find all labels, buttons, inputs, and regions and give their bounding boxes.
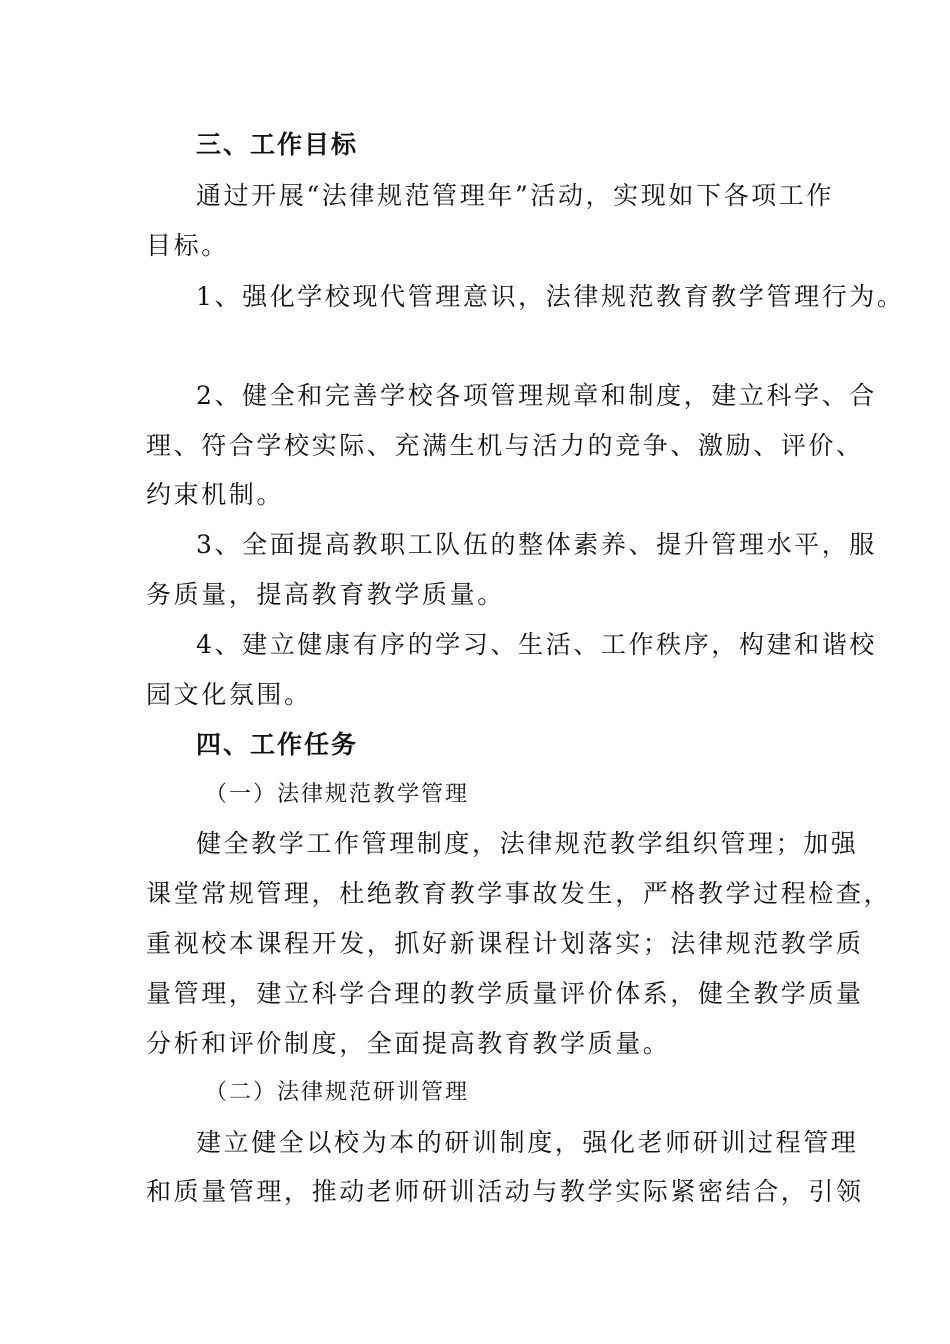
subsection-1-title: （一）法律规范教学管理 <box>205 782 470 807</box>
subsection-1-line-3: 重视校本课程开发，抓好新课程计划落实；法律规范教学质 <box>146 929 864 958</box>
subsection-2-title: （二）法律规范研训管理 <box>205 1080 470 1105</box>
section-3-heading: 三、工作目标 <box>196 130 359 159</box>
subsection-2-line-1: 建立健全以校为本的研训制度，强化老师研训过程管理 <box>196 1128 859 1157</box>
section-3-intro-line-2: 目标。 <box>146 231 229 260</box>
subsection-1-line-5: 分析和评价制度，全面提高教育教学质量。 <box>146 1029 671 1058</box>
goal-item-1: 1、强化学校现代管理意识，法律规范教育教学管理行为。 <box>196 282 905 311</box>
subsection-1-line-2: 课堂常规管理，杜绝教育教学事故发生，严格教学过程检查， <box>146 879 892 908</box>
goal-item-2-line-3: 约束机制。 <box>146 480 285 509</box>
goal-item-4-line-2: 园文化氛围。 <box>146 680 312 709</box>
section-4-heading: 四、工作任务 <box>196 730 359 759</box>
goal-item-3-line-2: 务质量，提高教育教学质量。 <box>146 580 505 609</box>
goal-item-3-line-1: 3、全面提高教职工队伍的整体素养、提升管理水平，服 <box>196 530 877 559</box>
goal-item-2-line-1: 2、健全和完善学校各项管理规章和制度，建立科学、合 <box>196 381 877 410</box>
goal-item-2-line-2: 理、符合学校实际、充满生机与活力的竞争、激励、评价、 <box>146 431 864 460</box>
subsection-2-line-2: 和质量管理，推动老师研训活动与教学实际紧密结合，引领 <box>146 1177 864 1206</box>
section-3-intro-line-1: 通过开展“法律规范管理年”活动，实现如下各项工作 <box>196 181 834 210</box>
subsection-1-line-4: 量管理，建立科学合理的教学质量评价体系，健全教学质量 <box>146 979 864 1008</box>
goal-item-4-line-1: 4、建立健康有序的学习、生活、工作秩序，构建和谐校 <box>196 630 877 659</box>
subsection-1-line-1: 健全教学工作管理制度，法律规范教学组织管理；加强 <box>196 829 859 858</box>
